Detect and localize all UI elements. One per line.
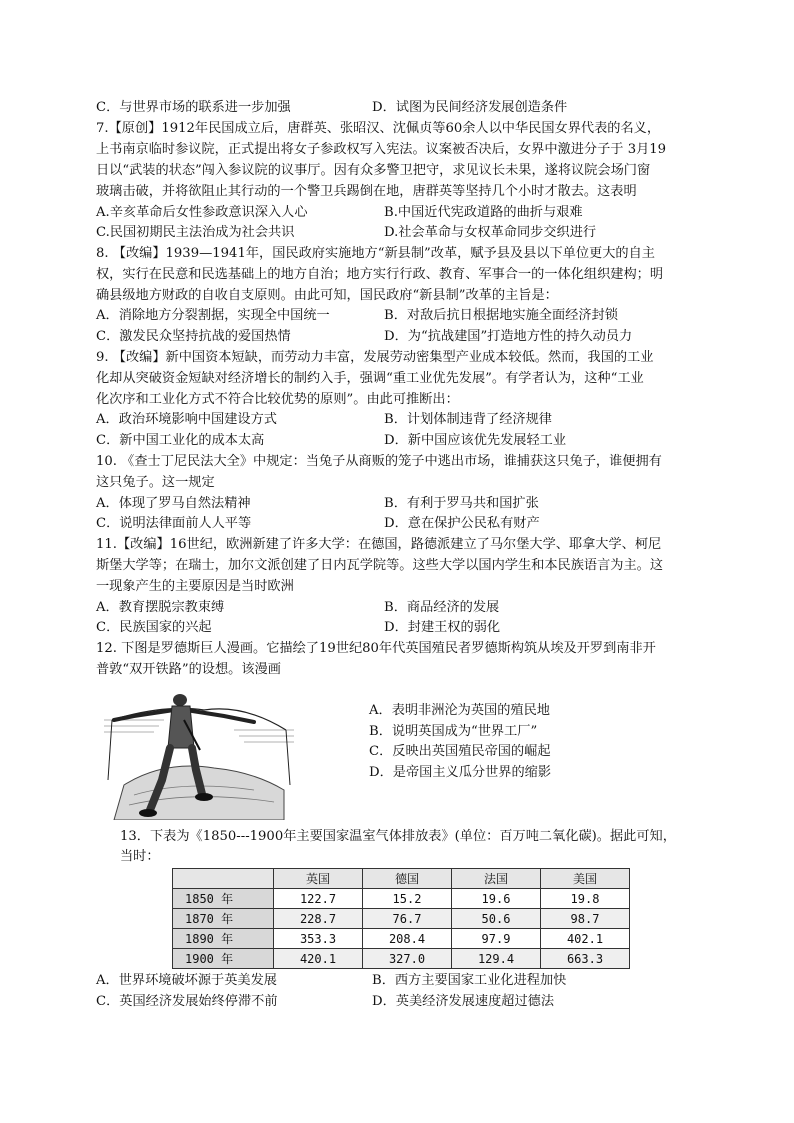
q9-option-a[interactable]: A．政治环境影响中国建设方式 <box>96 412 277 427</box>
table-cell: 420.1 <box>274 949 363 969</box>
q12-option-c[interactable]: C．反映出英国殖民帝国的崛起 <box>369 744 551 759</box>
q12-option-a[interactable]: A．表明非洲沦为英国的殖民地 <box>369 703 550 718</box>
q9-stem-line-2: 化却从突破资金短缺对经济增长的制约入手，强调“重工业优先发展”。有学者认为，这种“工业 <box>96 371 644 386</box>
table-cell: 19.8 <box>541 889 630 909</box>
q7-stem-line-1: 7.【原创】1912年民国成立后，唐群英、张昭汉、沈佩贞等60余人以中华民国女界代表的名义， <box>96 121 661 136</box>
table-cell: 19.6 <box>452 889 541 909</box>
table-row <box>173 929 630 949</box>
table-cell: 50.6 <box>452 909 541 929</box>
q12-stem-line-2: 普敦“双开铁路”的设想。该漫画 <box>96 662 281 677</box>
table-cell: 129.4 <box>452 949 541 969</box>
table-row <box>173 949 630 969</box>
q7-stem-line-2: 上书南京临时参议院，正式提出将女子参政权写入宪法。议案被否决后，女界中激进分子于 3月19 <box>96 142 667 157</box>
table-cell: 1850 年 <box>173 889 274 909</box>
q8-option-a[interactable]: A．消除地方分裂割据，实现全中国统一 <box>96 308 330 323</box>
q11-stem-line-2: 斯堡大学等；在瑞士，加尔文派创建了日内瓦学院等。这些大学以国内学生和本民族语言为主。这 <box>96 558 664 573</box>
q8-stem-line-3: 确县级地方财政的自收自支原则。由此可知，国民政府“新县制”改革的主旨是： <box>96 288 558 303</box>
q13-option-c[interactable]: C．英国经济发展始终停滞不前 <box>96 994 278 1009</box>
table-row <box>173 909 630 929</box>
table-cell: 15.2 <box>363 889 452 909</box>
q11-stem-line-3: 一现象产生的主要原因是当时欧洲 <box>96 579 294 594</box>
q10-option-a[interactable]: A．体现了罗马自然法精神 <box>96 496 251 511</box>
q10-option-d[interactable]: D．意在保护公民私有财产 <box>384 516 540 531</box>
q9-option-b[interactable]: B．计划体制违背了经济规律 <box>384 412 552 427</box>
table-cell: 353.3 <box>274 929 363 949</box>
q7-option-b[interactable]: B.中国近代宪政道路的曲折与艰难 <box>384 205 583 220</box>
table-cell: 1870 年 <box>173 909 274 929</box>
q6-option-d[interactable]: D．试图为民间经济发展创造条件 <box>372 100 568 115</box>
q7-option-a[interactable]: A.辛亥革命后女性参政意识深入人心 <box>96 205 308 220</box>
q7-option-d[interactable]: D.社会革命与女权革命同步交织进行 <box>384 225 597 240</box>
q8-stem-line-2: 权，实行在民意和民选基础上的地方自治；地方实行行政、教育、军事合一的一体化组织建构；明 <box>96 267 664 282</box>
table-header-cell: 美国 <box>541 869 630 889</box>
q12-option-b[interactable]: B．说明英国成为“世界工厂” <box>369 724 538 739</box>
q11-stem-line-1: 11.【改编】16世纪，欧洲新建了许多大学：在德国，路德派建立了马尔堡大学、耶拿大学、柯尼 <box>96 537 662 552</box>
q8-stem-line-1: 8. 【改编】1939—1941年，国民政府实施地方“新县制”改革，赋予县及县以下单位更大的自主 <box>96 246 655 261</box>
q8-option-b[interactable]: B．对敌后抗日根据地实施全面经济封锁 <box>384 308 618 323</box>
q12-stem-line-1: 12. 下图是罗德斯巨人漫画。它描绘了19世纪80年代英国殖民者罗德斯构筑从埃及开罗到南非开 <box>96 641 656 656</box>
q9-option-d[interactable]: D．新中国应该优先发展轻工业 <box>384 433 567 448</box>
q7-stem-line-4: 玻璃击破，并将欲阻止其行动的一个警卫兵踢倒在地，唐群英等坚持几个小时才散去。这表明 <box>96 184 637 199</box>
table-cell: 76.7 <box>363 909 452 929</box>
table-header-cell <box>173 869 274 889</box>
q13-stem-line-2: 当时： <box>120 849 160 864</box>
table-cell: 122.7 <box>274 889 363 909</box>
q13-option-d[interactable]: D．英美经济发展速度超过德法 <box>372 994 555 1009</box>
q10-option-b[interactable]: B．有利于罗马共和国扩张 <box>384 496 539 511</box>
q8-option-d[interactable]: D．为“抗战建国”打造地方性的持久动员力 <box>384 329 633 344</box>
q10-stem-line-1: 10. 《查士丁尼民法大全》中规定：当兔子从商贩的笼子中逃出市场，谁捕获这只兔子，谁便拥有 <box>96 454 662 469</box>
table-cell: 1890 年 <box>173 929 274 949</box>
q7-stem-line-3: 日以“武装的状态”闯入参议院的议事厅。因有众多警卫把守，求见议长未果，遂将议院会场门窗 <box>96 163 651 178</box>
q12-option-d[interactable]: D．是帝国主义瓜分世界的缩影 <box>369 765 552 780</box>
table-cell: 98.7 <box>541 909 630 929</box>
q11-option-a[interactable]: A．教育摆脱宗教束缚 <box>96 600 225 615</box>
q7-option-c[interactable]: C.民国初期民主法治成为社会共识 <box>96 225 295 240</box>
q10-stem-line-2: 这只兔子。这一规定 <box>96 475 215 490</box>
table-header-cell: 法国 <box>452 869 541 889</box>
q9-option-c[interactable]: C．新中国工业化的成本太高 <box>96 433 265 448</box>
q13-stem-line-1: 13．下表为《1850---1900年主要国家温室气体排放表》(单位：百万吨二氧化碳)。据此可知， <box>120 829 676 844</box>
table-cell: 1900 年 <box>173 949 274 969</box>
q11-option-b[interactable]: B．商品经济的发展 <box>384 600 500 615</box>
table-cell: 228.7 <box>274 909 363 929</box>
q10-option-c[interactable]: C．说明法律面前人人平等 <box>96 516 252 531</box>
q9-stem-line-3: 化次序和工业化方式不符合比较优势的原则”。由此可推断出： <box>96 392 459 407</box>
q13-option-b[interactable]: B．西方主要国家工业化进程加快 <box>372 973 567 988</box>
rhodes-colossus-cartoon <box>104 690 294 820</box>
q8-option-c[interactable]: C．激发民众坚持抗战的爱国热情 <box>96 329 291 344</box>
q9-stem-line-1: 9. 【改编】新中国资本短缺，而劳动力丰富，发展劳动密集型产业成本较低。然而，我国的工业 <box>96 350 654 365</box>
q13-option-a[interactable]: A．世界环境破坏源于英美发展 <box>96 973 277 988</box>
table-header-cell: 德国 <box>363 869 452 889</box>
table-cell: 402.1 <box>541 929 630 949</box>
table-cell: 327.0 <box>363 949 452 969</box>
table-header-row <box>173 869 630 889</box>
table-row <box>173 889 630 909</box>
q11-option-d[interactable]: D．封建王权的弱化 <box>384 620 501 635</box>
q11-option-c[interactable]: C．民族国家的兴起 <box>96 620 212 635</box>
table-header-cell: 英国 <box>274 869 363 889</box>
table-cell: 208.4 <box>363 929 452 949</box>
table-cell: 97.9 <box>452 929 541 949</box>
emissions-table <box>172 868 630 969</box>
q6-option-c[interactable]: C．与世界市场的联系进一步加强 <box>96 100 291 115</box>
table-cell: 663.3 <box>541 949 630 969</box>
